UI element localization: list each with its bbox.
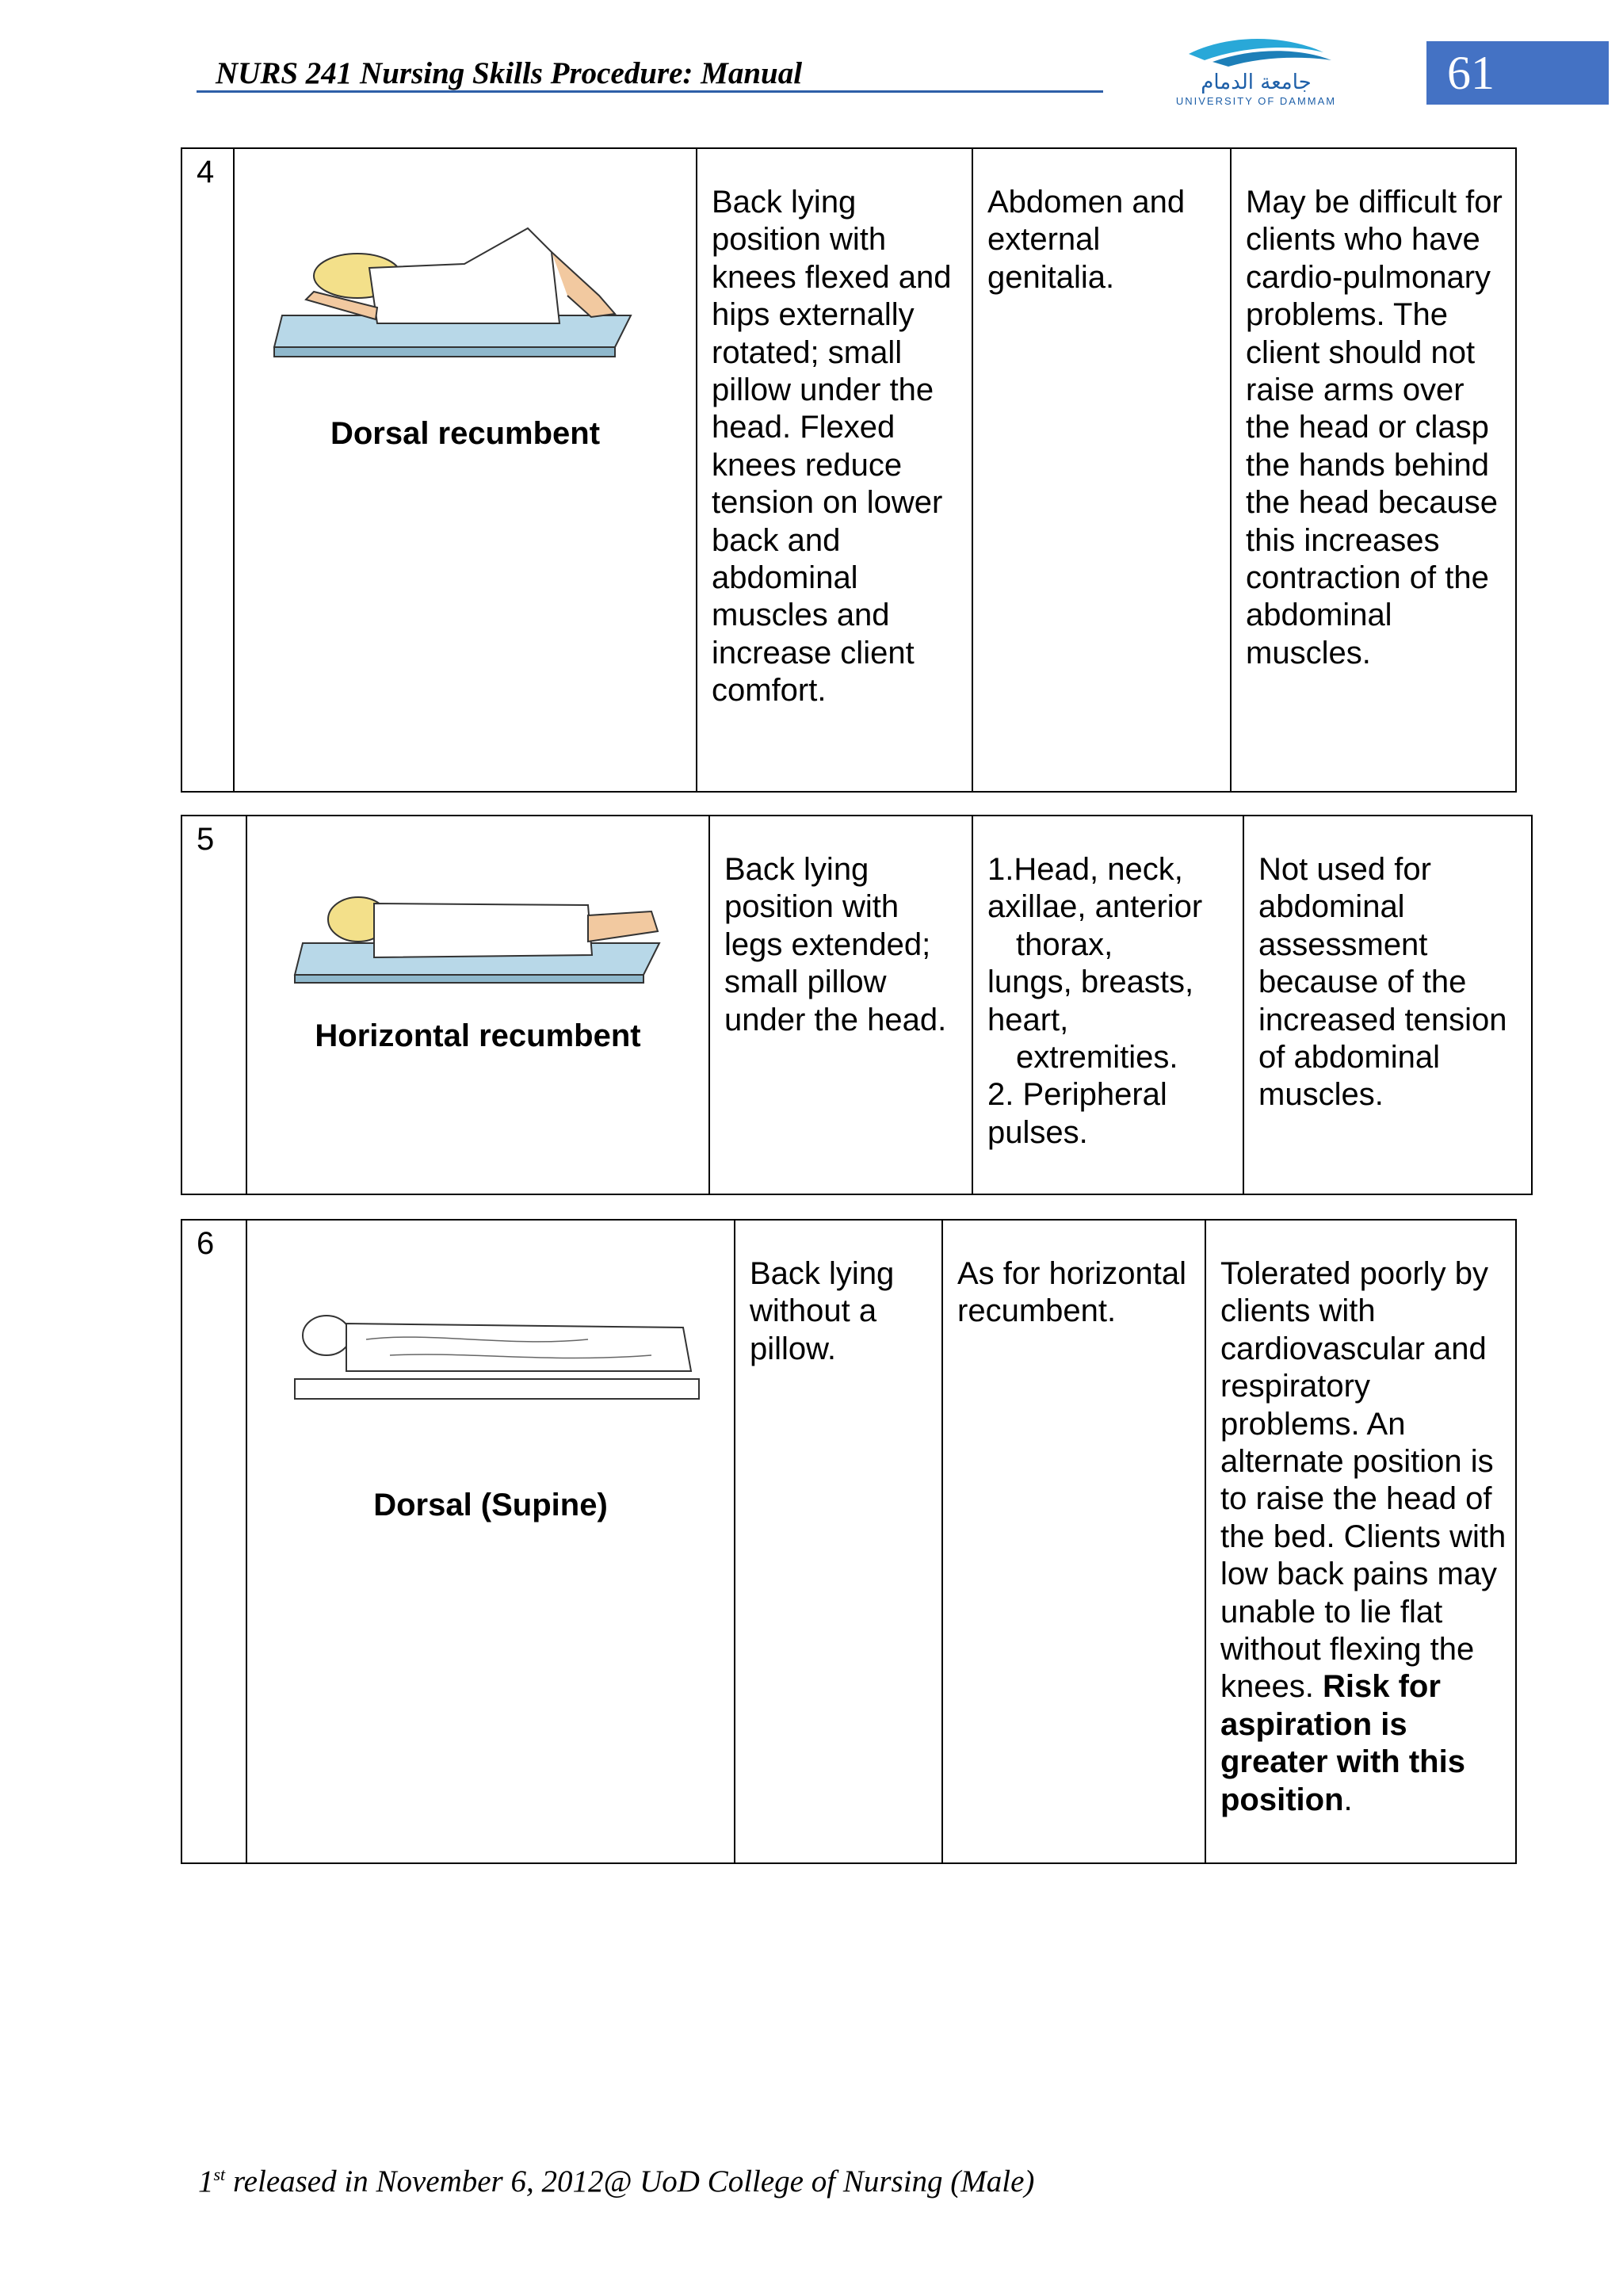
position-table-row-5	[181, 815, 1533, 1195]
position-description: Back lying position with legs extended; small pillow under the head.	[709, 816, 972, 1194]
image-cell	[246, 1220, 735, 1863]
row-number: 5	[181, 816, 246, 1194]
logo-english-text: UNIVERSITY OF DAMMAM	[1175, 95, 1337, 107]
footer-prefix: 1	[198, 2164, 214, 2199]
position-description: Back lying without a pillow.	[735, 1220, 942, 1863]
areas-assessed	[972, 816, 1243, 1194]
limitations: May be difficult for clients who have cardio-pulmonary problems. The client should not raise arms over the head or clasp the hands behind the head because this increases contraction of the abdominal muscles.	[1231, 148, 1516, 792]
header-divider	[197, 90, 1103, 93]
dorsal-recumbent-illustration	[266, 220, 647, 371]
limitations-text: Tolerated poorly by clients with cardiovascular and respiratory problems. An alternate position is to raise the head of the bed. Clients with low back pains may unable to lie flat without flexing the knees.	[1220, 1256, 1507, 1705]
logo-arabic-text: جامعة الدمام	[1201, 71, 1312, 94]
limitations-warning: Risk for aspiration is greater with this position	[1220, 1669, 1465, 1817]
dorsal-supine-illustration	[271, 1292, 715, 1419]
image-label: Horizontal recumbent	[315, 1018, 641, 1053]
image-cell	[234, 148, 697, 792]
limitations-end: .	[1343, 1782, 1353, 1817]
areas-assessed: As for horizontal recumbent.	[942, 1220, 1205, 1863]
page-number: 61	[1426, 41, 1609, 105]
image-label: Dorsal recumbent	[330, 416, 601, 451]
areas-assessed-line-3: lungs, breasts, heart,	[987, 965, 1194, 1037]
row-number: 6	[181, 1220, 246, 1863]
limitations	[1205, 1220, 1516, 1863]
limitations: Not used for abdominal assessment because of the increased tension of abdominal muscles.	[1243, 816, 1532, 1194]
image-cell	[246, 816, 709, 1194]
areas-assessed-line-5: 2. Peripheral pulses.	[987, 1077, 1167, 1150]
logo-wave-icon	[1133, 30, 1395, 109]
areas-assessed: Abdomen and external genitalia.	[972, 148, 1231, 792]
position-table-row-4	[181, 147, 1517, 793]
footer-release-note	[198, 2164, 1034, 2199]
position-description: Back lying position with knees flexed and hips externally rotated; small pillow under the head. Flexed knees reduce tension on lower back and abdominal muscles and increase client comfort.	[697, 148, 972, 792]
areas-assessed-line-4: extremities.	[1016, 1040, 1178, 1075]
horizontal-recumbent-illustration	[279, 856, 675, 991]
university-logo	[1133, 30, 1395, 109]
image-label: Dorsal (Supine)	[373, 1488, 608, 1522]
header-title: NURS 241 Nursing Skills Procedure: Manual	[216, 56, 803, 90]
row-number: 4	[181, 148, 234, 792]
areas-assessed-line-1: 1.Head, neck, axillae, anterior	[987, 852, 1203, 925]
footer-sup: st	[213, 2164, 226, 2184]
areas-assessed-line-2: thorax,	[1016, 926, 1113, 962]
footer-text: released in November 6, 2012@ UoD College of Nursing (Male)	[225, 2164, 1035, 2199]
position-table-row-6	[181, 1219, 1517, 1864]
